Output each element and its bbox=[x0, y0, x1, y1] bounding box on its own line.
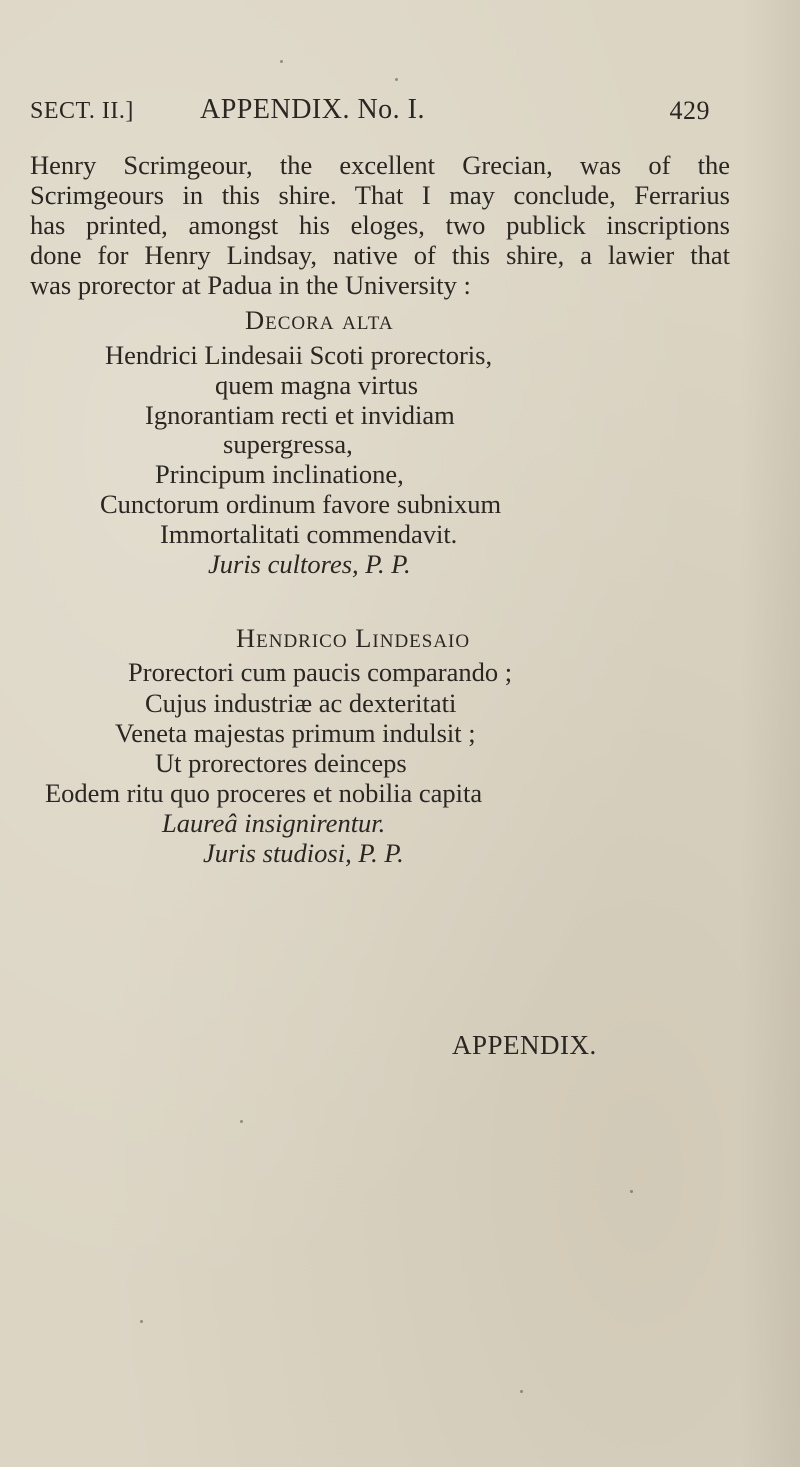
inscription-line: Prorectori cum paucis comparando ; bbox=[128, 657, 513, 687]
inscription-line: Principum inclinatione, bbox=[155, 459, 404, 489]
paper-speck bbox=[240, 1120, 243, 1123]
intro-line: Scrimgeours in this shire. That I may conclude, Ferrarius bbox=[30, 180, 730, 210]
paper-speck bbox=[140, 1320, 143, 1323]
inscription-line: Juris cultores, P. P. bbox=[208, 549, 411, 579]
paper-speck bbox=[520, 1390, 523, 1393]
inscription-line: quem magna virtus bbox=[215, 370, 419, 400]
intro-line: Henry Scrimgeour, the excellent Grecian, was of the bbox=[30, 150, 730, 180]
inscription-line: Laureâ insignirentur. bbox=[162, 808, 386, 838]
intro-paragraph bbox=[30, 150, 730, 300]
intro-line: was prorector at Padua in the University : bbox=[30, 270, 471, 300]
paper-speck bbox=[280, 60, 283, 63]
page-edge-shadow bbox=[740, 0, 800, 1467]
inscription-line: supergressa, bbox=[223, 429, 353, 459]
section-label: SECT. II.] bbox=[30, 98, 134, 124]
inscription-line: Immortalitati commendavit. bbox=[160, 519, 458, 549]
header-title: APPENDIX. No. I. bbox=[200, 94, 425, 125]
running-header bbox=[30, 94, 720, 134]
page-number: 429 bbox=[669, 96, 710, 125]
inscription-line: Hendrici Lindesaii Scoti prorectoris, bbox=[105, 340, 493, 370]
inscription-line: Ignorantiam recti et invidiam bbox=[145, 400, 455, 430]
inscription-line: Juris studiosi, P. P. bbox=[203, 838, 404, 868]
inscription-line: Ut prorectores deinceps bbox=[155, 748, 407, 778]
inscription-line: Cunctorum ordinum favore subnixum bbox=[100, 489, 502, 519]
inscription-line: Eodem ritu quo proceres et nobilia capita bbox=[45, 778, 483, 808]
inscription-heading: Hendrico Lindesaio bbox=[236, 623, 471, 653]
intro-line: done for Henry Lindsay, native of this shire, a lawier that bbox=[30, 240, 730, 270]
intro-line: has printed, amongst his eloges, two publick inscriptions bbox=[30, 210, 730, 240]
catchword: APPENDIX. bbox=[452, 1030, 597, 1060]
inscription-line: Cujus industriæ ac dexteritati bbox=[145, 688, 457, 718]
paper-speck bbox=[395, 78, 398, 81]
inscription-heading: Decora alta bbox=[245, 305, 394, 335]
paper-speck bbox=[630, 1190, 633, 1193]
inscription-line: Veneta majestas primum indulsit ; bbox=[115, 718, 476, 748]
